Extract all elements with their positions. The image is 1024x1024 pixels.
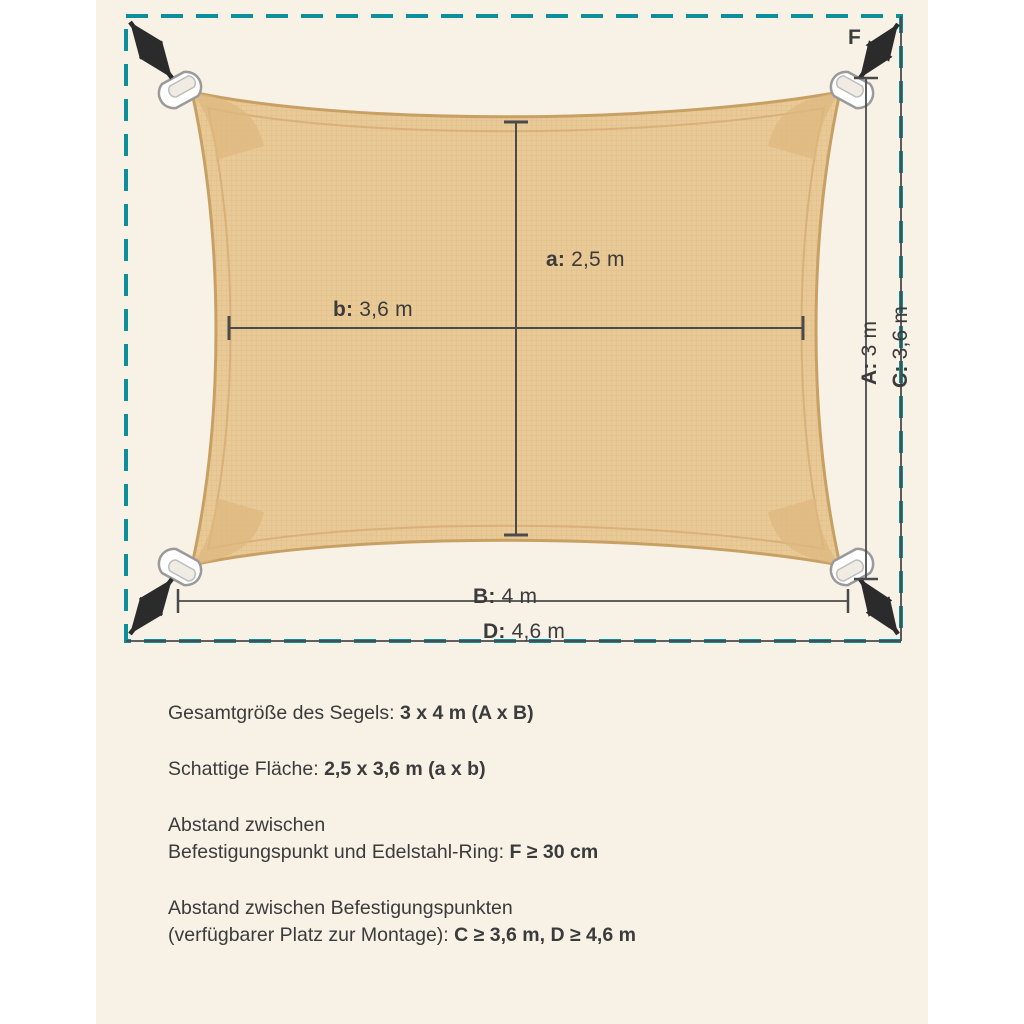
spec-label: Gesamtgröße des Segels: xyxy=(168,702,395,724)
label-D-key: D: xyxy=(483,620,506,643)
spec-value: F ≥ 30 cm xyxy=(504,841,599,863)
label-b-value: 3,6 m xyxy=(353,298,413,321)
f-arrow-top-right xyxy=(860,24,898,78)
spec-row xyxy=(168,700,868,727)
label-C xyxy=(889,306,913,388)
label-a xyxy=(546,248,625,272)
label-F-key: F xyxy=(848,26,862,49)
spec-line xyxy=(168,922,868,949)
label-A-value: 3 m xyxy=(858,320,881,363)
spec-row xyxy=(168,812,868,866)
page-margin-right xyxy=(928,0,1024,1024)
label-b-key: b: xyxy=(333,298,354,321)
label-C-value: 3,6 m xyxy=(889,305,912,366)
spec-value: 3 x 4 m (A x B) xyxy=(394,702,534,724)
f-arrow-bottom-left xyxy=(130,579,172,634)
label-F xyxy=(848,26,861,50)
spec-value: C ≥ 3,6 m, D ≥ 4,6 m xyxy=(448,924,636,946)
spec-label: Abstand zwischen Befestigungspunkten xyxy=(168,897,513,919)
label-A-key: A: xyxy=(858,362,881,385)
label-C-key: C: xyxy=(889,365,912,388)
spec-value: 2,5 x 3,6 m (a x b) xyxy=(318,758,486,780)
page-margin-left xyxy=(0,0,96,1024)
spec-line xyxy=(168,700,868,727)
f-arrow-bottom-right xyxy=(860,579,898,634)
label-b xyxy=(333,298,413,322)
spec-line xyxy=(168,812,868,839)
label-B-key: B: xyxy=(473,585,496,608)
spec-label: Abstand zwischen xyxy=(168,814,326,836)
spec-label: Schattige Fläche: xyxy=(168,758,319,780)
spec-line xyxy=(168,839,868,866)
spec-row xyxy=(168,756,868,783)
label-a-value: 2,5 m xyxy=(565,248,625,271)
specifications-list xyxy=(168,700,868,978)
label-D xyxy=(483,620,565,644)
label-B-value: 4 m xyxy=(495,585,538,608)
label-D-value: 4,6 m xyxy=(505,620,566,643)
spec-label: (verfügbarer Platz zur Montage): xyxy=(168,924,449,946)
spec-label: Befestigungspunkt und Edelstahl-Ring: xyxy=(168,841,505,863)
spec-line xyxy=(168,756,868,783)
f-arrow-top-left xyxy=(130,22,172,78)
label-a-key: a: xyxy=(546,248,566,271)
spec-row xyxy=(168,895,868,949)
label-A xyxy=(858,321,882,385)
spec-line xyxy=(168,895,868,922)
label-B xyxy=(473,585,537,609)
